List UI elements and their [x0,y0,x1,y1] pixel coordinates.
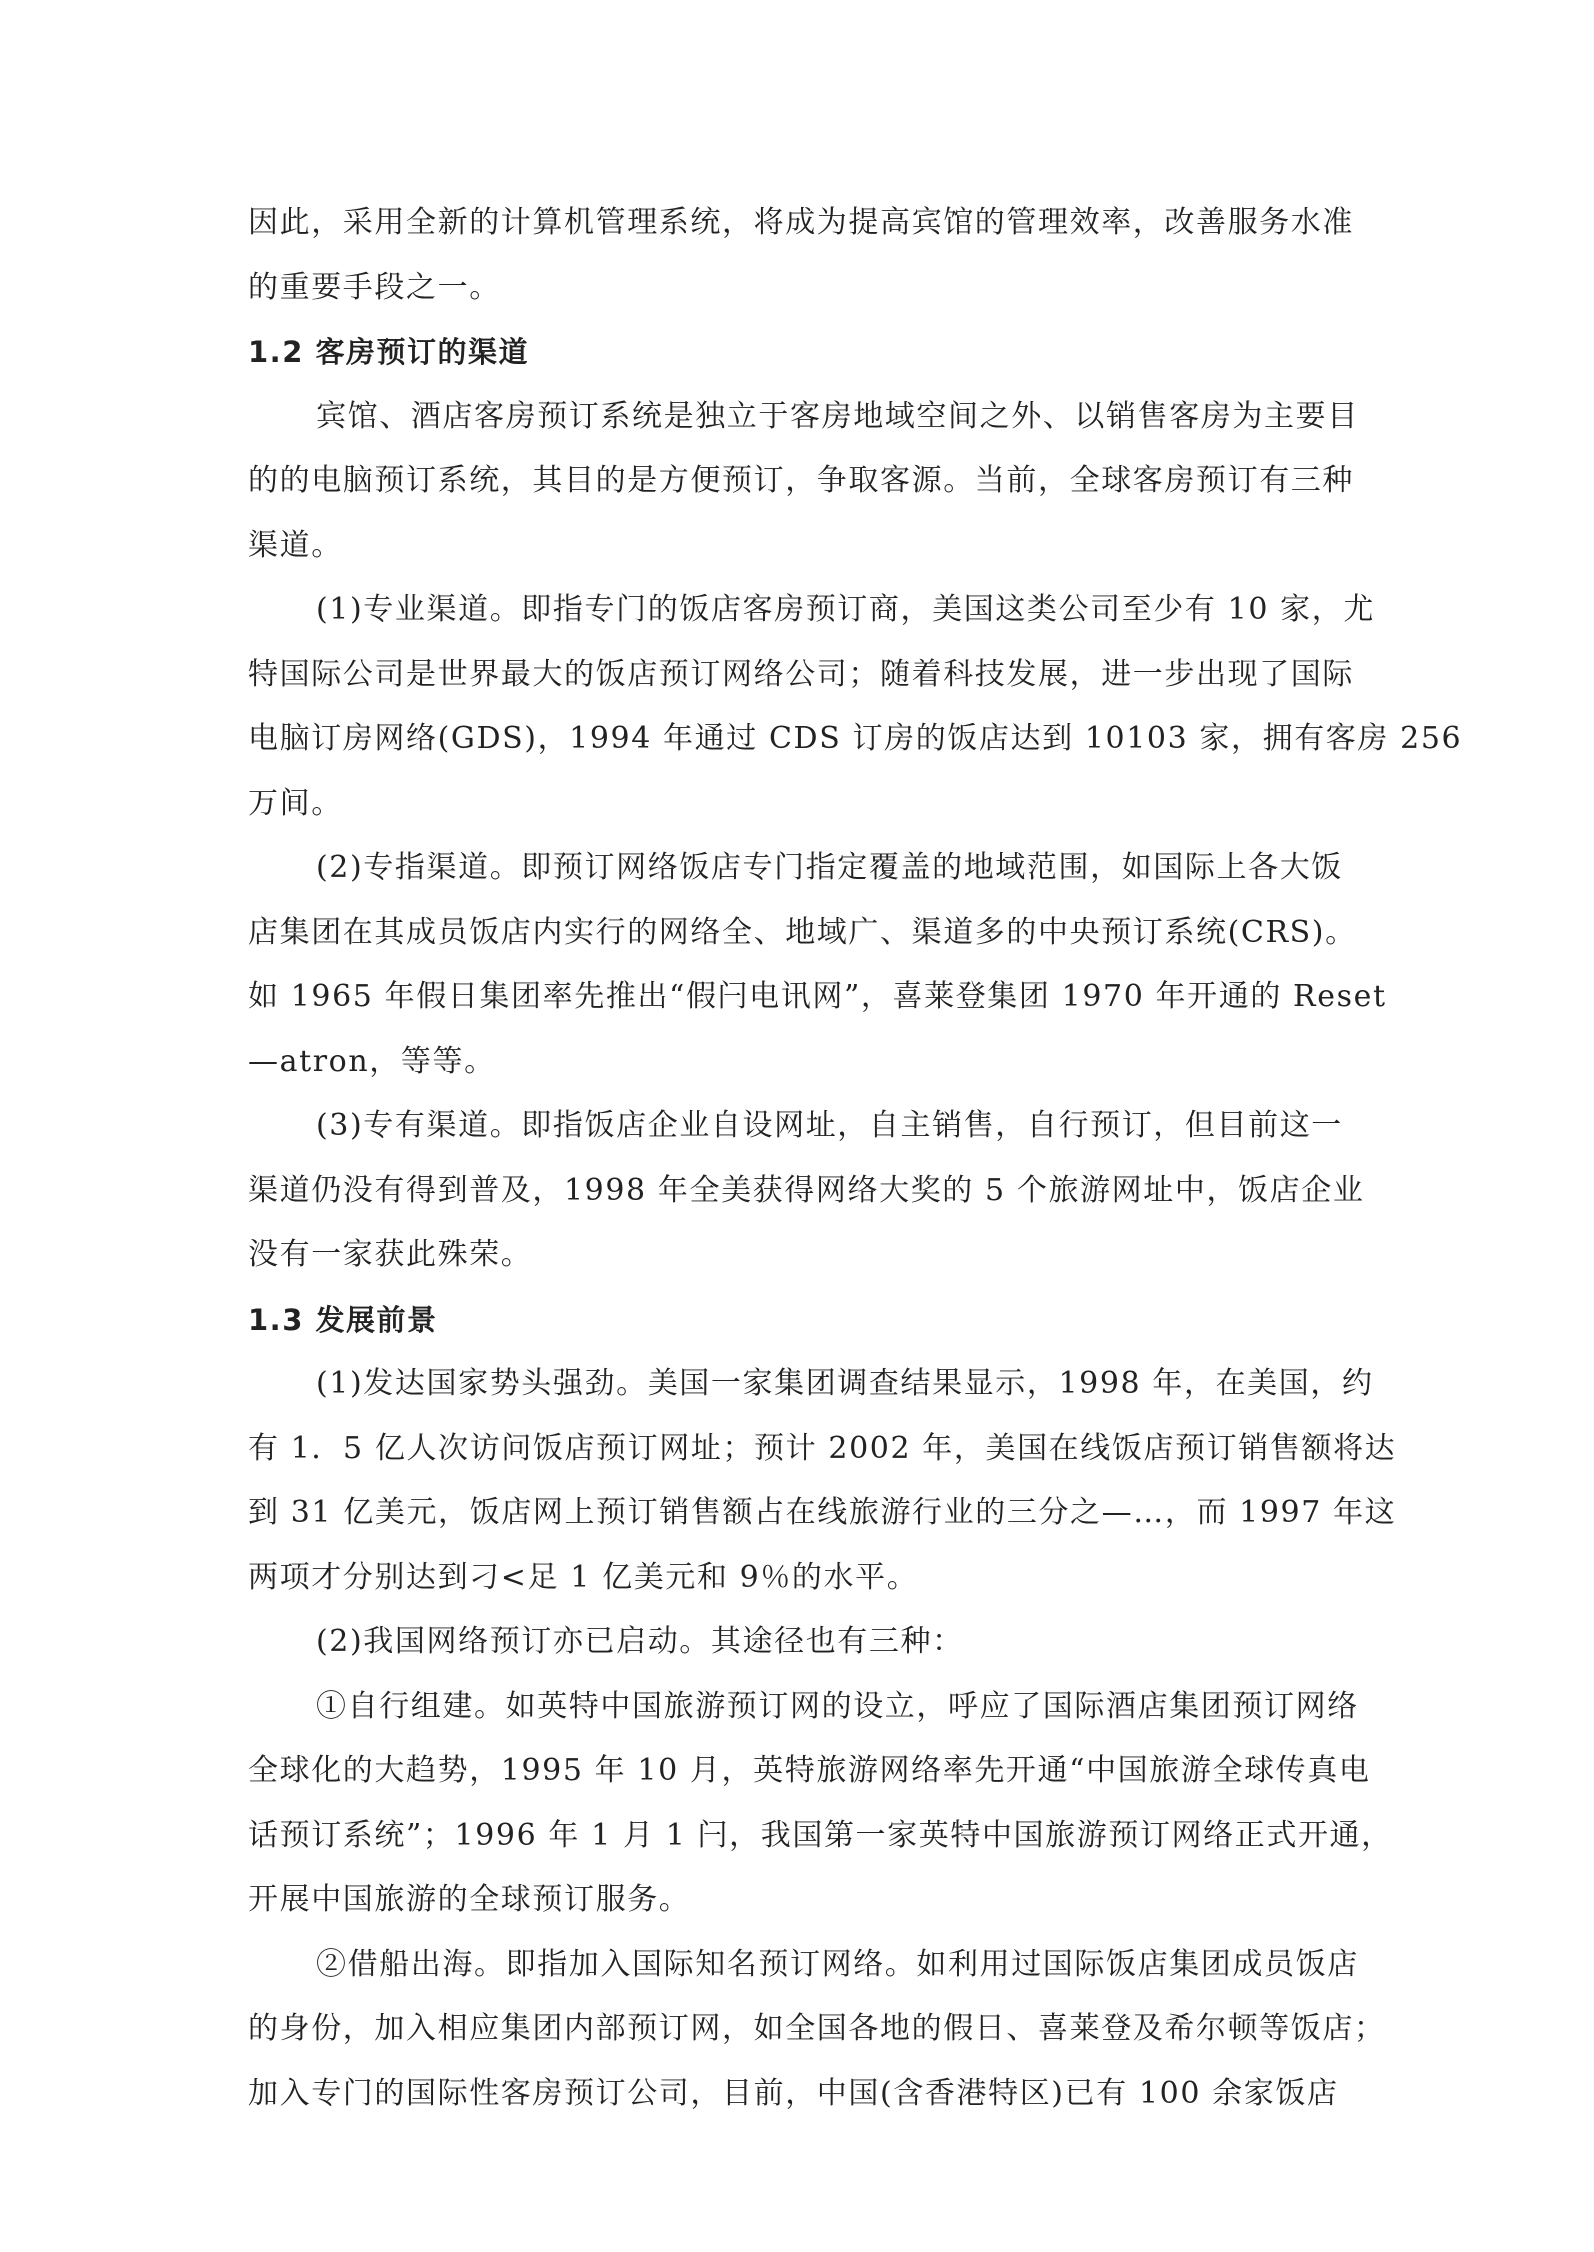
document-body [248,191,1463,2126]
paragraph-line: (1)发达国家势头强劲。美国一家集团调查结果显示，1998 年，在美国，约 [316,1366,1374,1401]
paragraph-line: 到 31 亿美元，饭店网上预订销售额占在线旅游行业的三分之—…，而 1997 年这 [248,1495,1397,1530]
paragraph-line: 店集团在其成员饭店内实行的网络全、地域广、渠道多的中央预订系统(CRS)。 [248,914,1357,950]
section-heading: 1.2 客房预订的渠道 [248,335,529,369]
section-heading: 1.3 发展前景 [248,1302,438,1337]
paragraph-line: 渠道仍没有得到普及，1998 年全美获得网络大奖的 5 个旅游网址中，饭店企业 [248,1172,1365,1208]
paragraph-line: ②借船出海。即指加入国际知名预订网络。如利用过国际饭店集团成员饭店 [316,1946,1359,1982]
paragraph-line: 有 1．5 亿人次访问饭店预订网址；预计 2002 年，美国在线饭店预订销售额将达 [248,1430,1397,1466]
paragraph-line: (2)我国网络预订亦已启动。其途径也有三种： [316,1624,964,1659]
paragraph-line: 万间。 [248,785,343,821]
paragraph-line: 如 1965 年假日集团率先推出“假闩电讯网”，喜莱登集团 1970 年开通的 Reset [248,979,1387,1014]
paragraph-line: (1)专业渠道。即指专门的饭店客房预订商，美国这类公司至少有 10 家，尤 [316,592,1375,627]
paragraph-line: 宾馆、酒店客房预订系统是独立于客房地域空间之外、以销售客房为主要目 [316,398,1359,434]
paragraph-line: 的的电脑预订系统，其目的是方便预订，争取客源。当前，全球客房预订有三种 [248,463,1354,498]
paragraph-line: 的身份，加入相应集团内部预订网，如全国各地的假日、喜莱登及希尔顿等饭店； [248,2011,1386,2046]
paragraph-line: 的重要手段之一。 [248,269,501,305]
paragraph-line: —atron，等等。 [248,1043,496,1079]
paragraph-line: 电脑订房网络(GDS)，1994 年通过 CDS 订房的饭店达到 10103 家，拥有客房 256 [248,721,1463,756]
paragraph-line: 两项才分别达到刁<足 1 亿美元和 9％的水平。 [248,1559,919,1595]
paragraph-line: 渠道。 [248,527,343,563]
paragraph-line: 开展中国旅游的全球预订服务。 [248,1882,691,1917]
paragraph-line: 加入专门的国际性客房预订公司，目前，中国(含香港特区)已有 100 余家饭店 [248,2075,1339,2111]
paragraph-line: ①自行组建。如英特中国旅游预订网的设立，呼应了国际酒店集团预订网络 [316,1688,1359,1724]
paragraph-line: 因此，采用全新的计算机管理系统，将成为提高宾馆的管理效率，改善服务水准 [248,205,1354,240]
paragraph-line: 全球化的大趋势，1995 年 10 月，英特旅游网络率先开通“中国旅游全球传真电 [248,1753,1371,1788]
paragraph-line: 特国际公司是世界最大的饭店预订网络公司；随着科技发展，进一步出现了国际 [248,656,1354,692]
paragraph-line: 话预订系统”；1996 年 1 月 1 闩，我国第一家英特中国旅游预订网络正式开通， [248,1817,1393,1853]
paragraph-line: 没有一家获此殊荣。 [248,1237,533,1272]
paragraph-line: (3)专有渠道。即指饭店企业自设网址，自主销售，自行预订，但目前这一 [316,1108,1343,1143]
paragraph-line: (2)专指渠道。即预订网络饭店专门指定覆盖的地域范围，如国际上各大饭 [316,850,1343,885]
